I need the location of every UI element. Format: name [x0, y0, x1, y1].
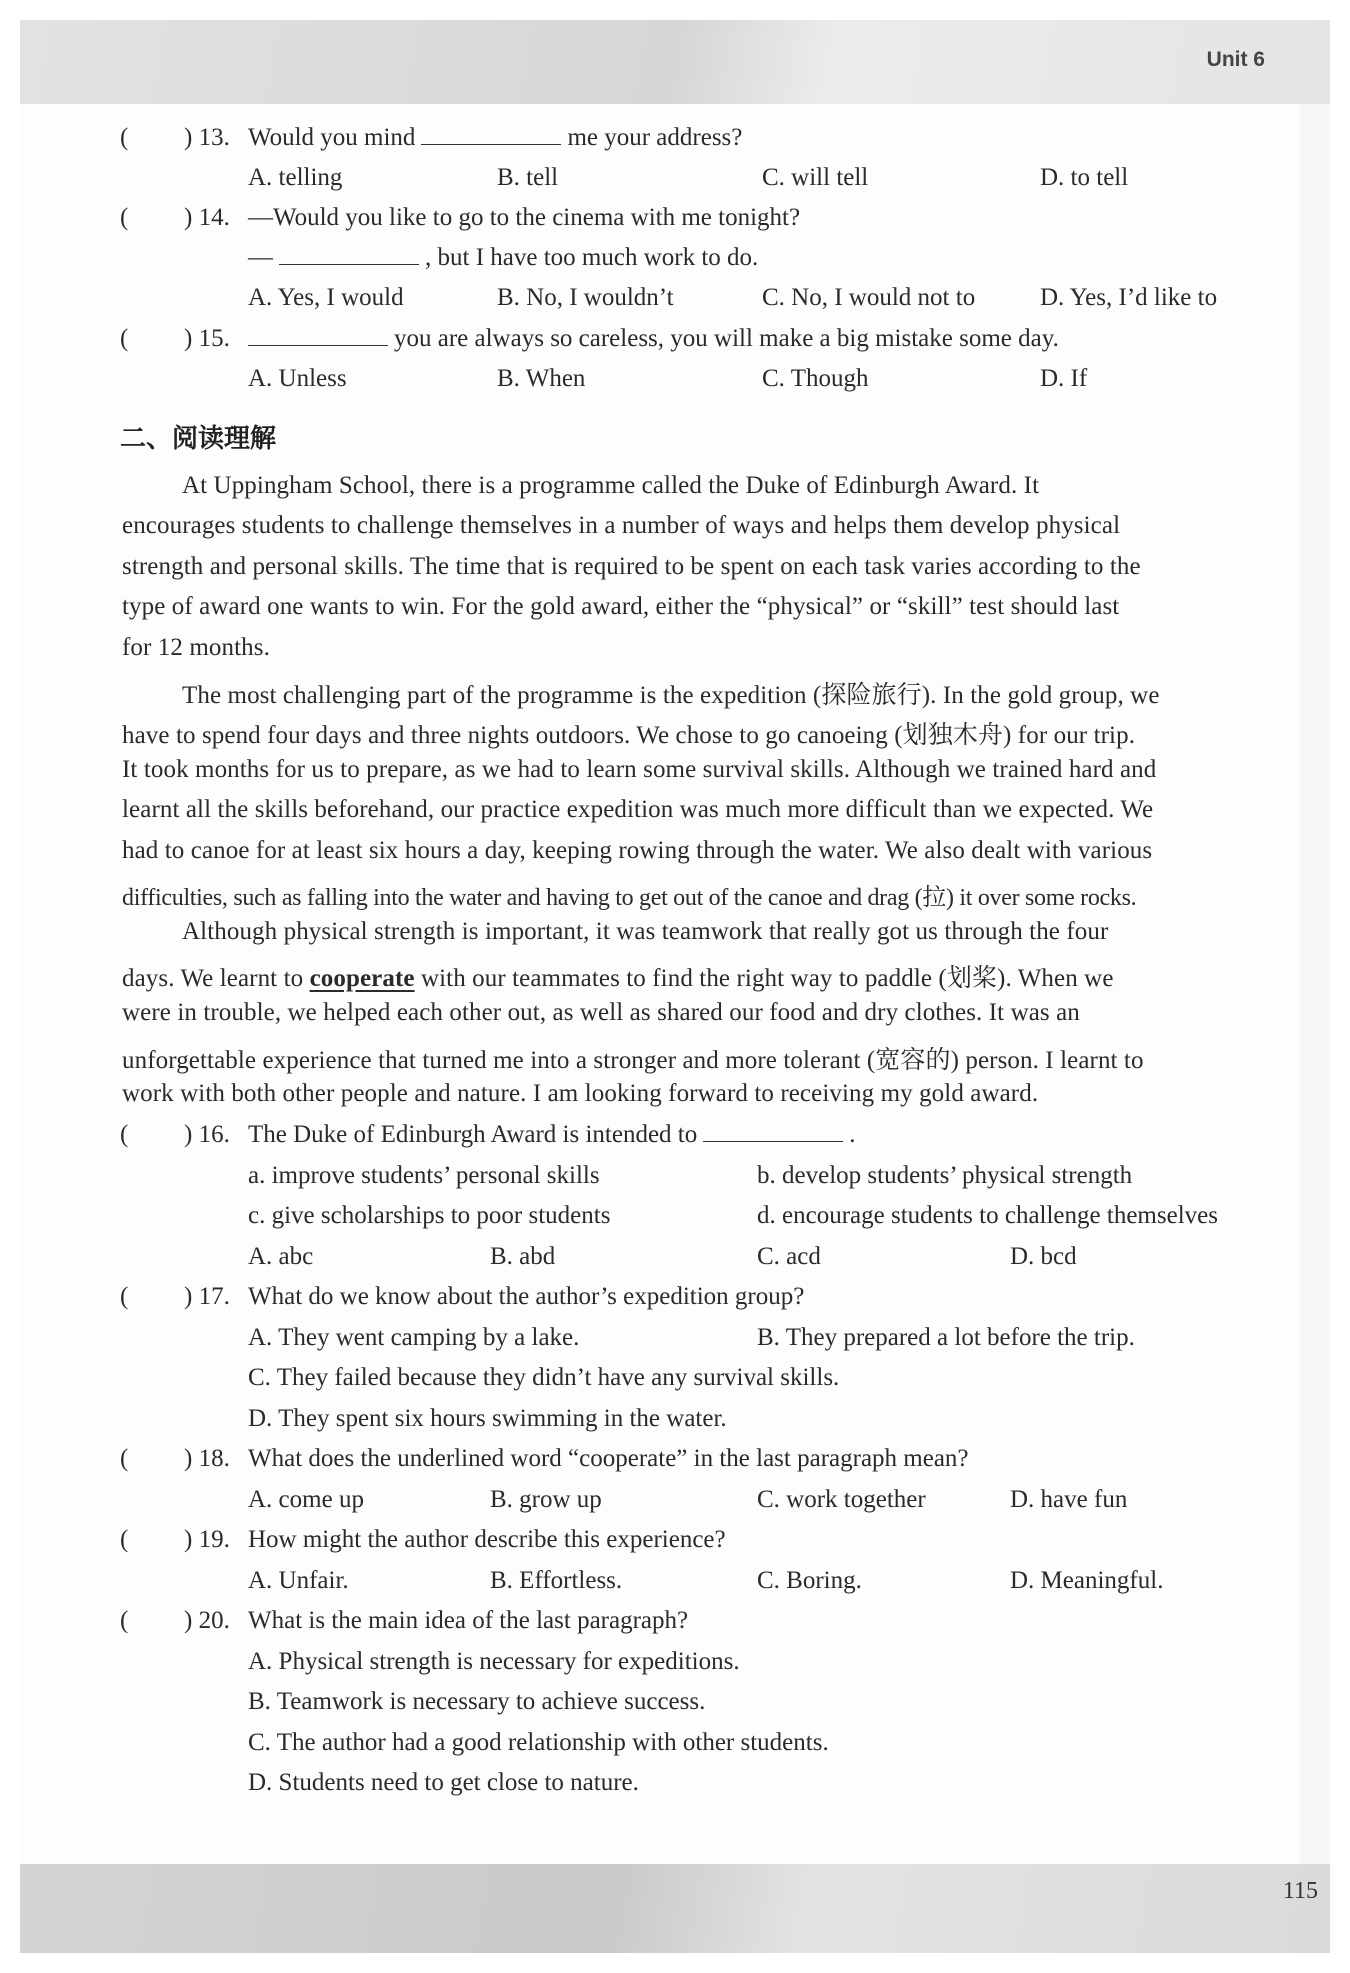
option-d: D. Meaningful. [1010, 1567, 1164, 1594]
passage-line: learnt all the skills beforehand, our practice expedition was much more difficult than we expected. We [122, 796, 1154, 823]
passage-line: unforgettable experience that turned me into a stronger and more tolerant (宽容的) person. I learnt to [122, 1047, 1144, 1074]
passage-line: At Uppingham School, there is a programme called the Duke of Edinburgh Award. It [182, 472, 1040, 499]
option-c: C. work together [757, 1486, 926, 1513]
option-b: B. Effortless. [490, 1567, 623, 1594]
question-number: ) 18. [184, 1445, 230, 1472]
option-c: C. They failed because they didn’t have any survival skills. [248, 1364, 840, 1391]
option-b: B. When [497, 365, 586, 392]
passage-line: had to canoe for at least six hours a day, keeping rowing through the water. We also dealt with various [122, 837, 1153, 864]
option-d: D. Students need to get close to nature. [248, 1769, 639, 1796]
passage-line: have to spend four days and three nights outdoors. We chose to go canoeing (划独木舟) for our trip. [122, 722, 1136, 749]
choice-item: a. improve students’ personal skills [248, 1162, 600, 1189]
passage-line: Although physical strength is important, it was teamwork that really got us through the four [182, 918, 1109, 945]
question-text: Would you mind me your address? [248, 124, 743, 151]
passage-line: type of award one wants to win. For the gold award, either the “physical” or “skill” test should last [122, 593, 1120, 620]
option-c: C. Boring. [757, 1567, 862, 1594]
option-a: A. Unfair. [248, 1567, 349, 1594]
passage-line: for 12 months. [122, 634, 270, 661]
question-text: How might the author describe this experience? [248, 1526, 726, 1553]
answer-blank [421, 124, 561, 145]
option-d: D. Yes, I’d like to [1040, 284, 1218, 311]
answer-blank [279, 244, 419, 265]
passage-line: strength and personal skills. The time that is required to be spent on each task varies according to the [122, 553, 1141, 580]
unit-label: Unit 6 [1206, 48, 1265, 71]
header-band [20, 20, 1330, 104]
answer-paren: ( [120, 1121, 129, 1148]
answer-blank [248, 325, 388, 346]
passage-line: were in trouble, we helped each other out, as well as shared our food and dry clothes. It was an [122, 999, 1080, 1026]
option-a: A. come up [248, 1486, 364, 1513]
passage-line: work with both other people and nature. I am looking forward to receiving my gold award. [122, 1080, 1039, 1107]
choice-item: d. encourage students to challenge themselves [757, 1202, 1218, 1229]
option-d: D. They spent six hours swimming in the water. [248, 1405, 727, 1432]
question-number: ) 17. [184, 1283, 230, 1310]
question-text: The Duke of Edinburgh Award is intended to . [248, 1121, 856, 1148]
option-d: D. have fun [1010, 1486, 1128, 1513]
answer-paren: ( [120, 1526, 129, 1553]
option-a: A. abc [248, 1243, 314, 1270]
answer-paren: ( [120, 124, 129, 151]
question-text: —Would you like to go to the cinema with me tonight? [248, 204, 801, 231]
answer-paren: ( [120, 1445, 129, 1472]
passage-line: days. We learnt to cooperate with our teammates to find the right way to paddle (划桨). When we [122, 965, 1114, 992]
option-b: B. abd [490, 1243, 556, 1270]
option-c: C. The author had a good relationship with other students. [248, 1729, 829, 1756]
option-a: A. They went camping by a lake. [248, 1324, 580, 1351]
question-number: ) 19. [184, 1526, 230, 1553]
question-number: ) 14. [184, 204, 230, 231]
footer-band [20, 1864, 1330, 1953]
question-text: What does the underlined word “cooperate” in the last paragraph mean? [248, 1445, 969, 1472]
answer-paren: ( [120, 1283, 129, 1310]
answer-paren: ( [120, 1607, 129, 1634]
option-d: D. bcd [1010, 1243, 1077, 1270]
passage-line: encourages students to challenge themselves in a number of ways and helps them develop physical [122, 512, 1121, 539]
option-a: A. Physical strength is necessary for expeditions. [248, 1648, 740, 1675]
underlined-word: cooperate [309, 965, 415, 992]
answer-paren: ( [120, 325, 129, 352]
option-d: D. to tell [1040, 164, 1129, 191]
question-text: What do we know about the author’s expedition group? [248, 1283, 805, 1310]
answer-blank [703, 1121, 843, 1142]
option-a: A. Yes, I would [248, 284, 404, 311]
option-b: B. tell [497, 164, 559, 191]
page-number: 115 [1282, 1878, 1318, 1904]
question-number: ) 16. [184, 1121, 230, 1148]
option-b: B. No, I wouldn’t [497, 284, 674, 311]
option-c: C. acd [757, 1243, 821, 1270]
passage-line: It took months for us to prepare, as we had to learn some survival skills. Although we trained hard and [122, 756, 1157, 783]
question-text: you are always so careless, you will make a big mistake some day. [248, 325, 1059, 353]
answer-paren: ( [120, 204, 129, 231]
choice-item: b. develop students’ physical strength [757, 1162, 1133, 1189]
option-a: A. Unless [248, 365, 347, 392]
section-title: 二、阅读理解 [120, 424, 277, 454]
option-d: D. If [1040, 365, 1088, 392]
question-text: What is the main idea of the last paragraph? [248, 1607, 689, 1634]
option-c: C. Though [762, 365, 869, 392]
passage-line: difficulties, such as falling into the water and having to get out of the canoe and drag (拉) it over some rocks. [122, 885, 1137, 911]
option-c: C. No, I would not to [762, 284, 976, 311]
question-number: ) 20. [184, 1607, 230, 1634]
option-a: A. telling [248, 164, 343, 191]
option-b: B. grow up [490, 1486, 602, 1513]
question-number: ) 13. [184, 124, 230, 151]
option-b: B. Teamwork is necessary to achieve success. [248, 1688, 706, 1715]
reply-text: — , but I have too much work to do. [248, 244, 759, 271]
question-number: ) 15. [184, 325, 230, 352]
option-b: B. They prepared a lot before the trip. [757, 1324, 1135, 1351]
passage-line: The most challenging part of the programme is the expedition (探险旅行). In the gold group, we [182, 682, 1160, 709]
choice-item: c. give scholarships to poor students [248, 1202, 611, 1229]
option-c: C. will tell [762, 164, 869, 191]
